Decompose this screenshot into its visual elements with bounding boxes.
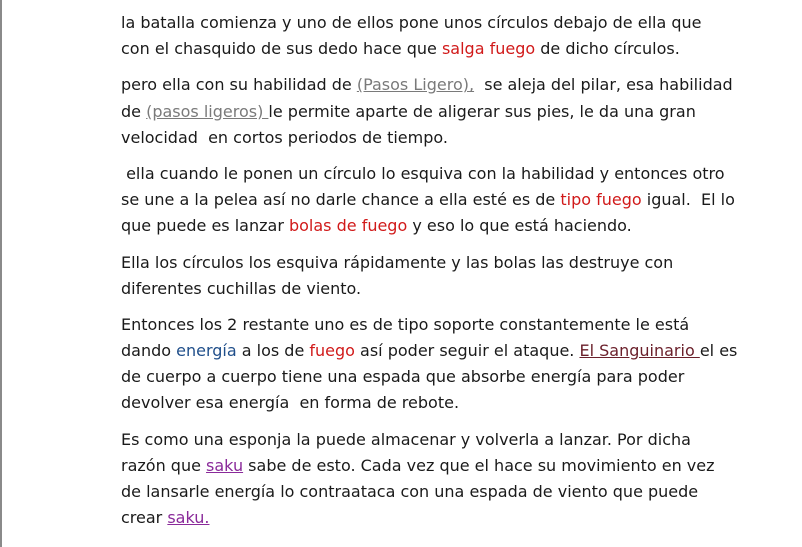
highlighted-text: bolas de fuego	[288, 216, 408, 236]
text-line	[121, 125, 721, 151]
text-run: y eso lo que está haciendo.	[407, 216, 632, 236]
paragraph	[121, 250, 721, 302]
text-line	[121, 364, 721, 390]
paragraph	[121, 312, 738, 417]
text-run: crear	[121, 508, 168, 528]
text-run: a los de	[236, 341, 310, 361]
text-run: diferentes cuchillas de viento.	[121, 278, 362, 298]
text-run: razón que	[121, 455, 207, 475]
highlighted-text: salga fuego	[441, 39, 536, 59]
text-run: igual. El lo	[641, 190, 735, 210]
text-run: sabe de esto. Cada vez que el hace su movimiento en vez	[243, 455, 715, 475]
text-run: la batalla comienza y uno de ellos pone unos círculos debajo de ella que	[121, 13, 702, 32]
text-run: de dicho círculos.	[535, 39, 680, 59]
text-run: devolver esa energía en forma de rebote.	[121, 393, 460, 413]
text-run: de	[121, 101, 147, 121]
paragraph	[121, 161, 735, 240]
text-line	[121, 99, 721, 125]
hyperlink-text[interactable]: (Pasos Ligero),	[356, 75, 475, 95]
text-line	[121, 276, 721, 302]
text-line	[121, 312, 721, 338]
text-line	[121, 505, 721, 531]
text-run: dando	[121, 341, 177, 361]
text-line	[121, 390, 721, 416]
text-line	[121, 213, 721, 239]
text-run: velocidad en cortos periodos de tiempo.	[121, 127, 448, 147]
text-line	[121, 161, 725, 187]
text-line	[121, 479, 721, 505]
text-line	[121, 338, 738, 364]
text-run: le permite aparte de aligerar sus pies, le da una gran	[268, 101, 696, 121]
text-run: que puede es lanzar	[121, 216, 289, 236]
hyperlink-text[interactable]: (pasos ligeros)	[146, 101, 269, 121]
text-run: de lansarle energía lo contraataca con una espada de viento que puede	[121, 482, 699, 501]
paragraph	[121, 10, 721, 62]
text-line	[121, 10, 721, 36]
text-line	[121, 72, 733, 98]
highlighted-text: fuego	[309, 341, 355, 361]
hyperlink-text[interactable]: saku	[206, 455, 244, 475]
text-run: de cuerpo a cuerpo tiene una espada que absorbe energía para poder	[121, 367, 685, 387]
text-line	[121, 453, 721, 479]
text-run: el es	[699, 341, 738, 361]
highlighted-text: energía	[176, 341, 237, 361]
text-line	[121, 427, 721, 453]
text-run: ella cuando le ponen un círculo lo esquiva con la habilidad y entonces otro	[121, 163, 725, 183]
hyperlink-text[interactable]: El Sanguinario	[579, 341, 700, 361]
text-line	[121, 250, 721, 276]
document-page	[121, 10, 738, 541]
highlighted-text: tipo fuego	[560, 190, 642, 210]
text-run: con el chasquido de sus dedo hace que	[121, 39, 442, 59]
page-edge-rule	[0, 0, 2, 547]
text-run: Entonces los 2 restante uno es de tipo soporte constantemente le está	[121, 314, 690, 334]
text-run: Ella los círculos los esquiva rápidamente y las bolas las destruye con	[121, 252, 674, 272]
text-run: se aleja del pilar, esa habilidad	[474, 75, 733, 95]
text-run: se une a la pelea así no darle chance a ella esté es de	[121, 190, 561, 210]
paragraph	[121, 427, 721, 532]
hyperlink-text[interactable]: saku.	[167, 508, 210, 528]
text-line	[121, 36, 721, 62]
paragraph	[121, 72, 733, 151]
text-run: así poder seguir el ataque.	[354, 341, 580, 361]
text-line	[121, 187, 735, 213]
text-run: Es como una esponja la puede almacenar y volverla a lanzar. Por dicha	[121, 429, 691, 449]
text-run: pero ella con su habilidad de	[121, 75, 357, 95]
